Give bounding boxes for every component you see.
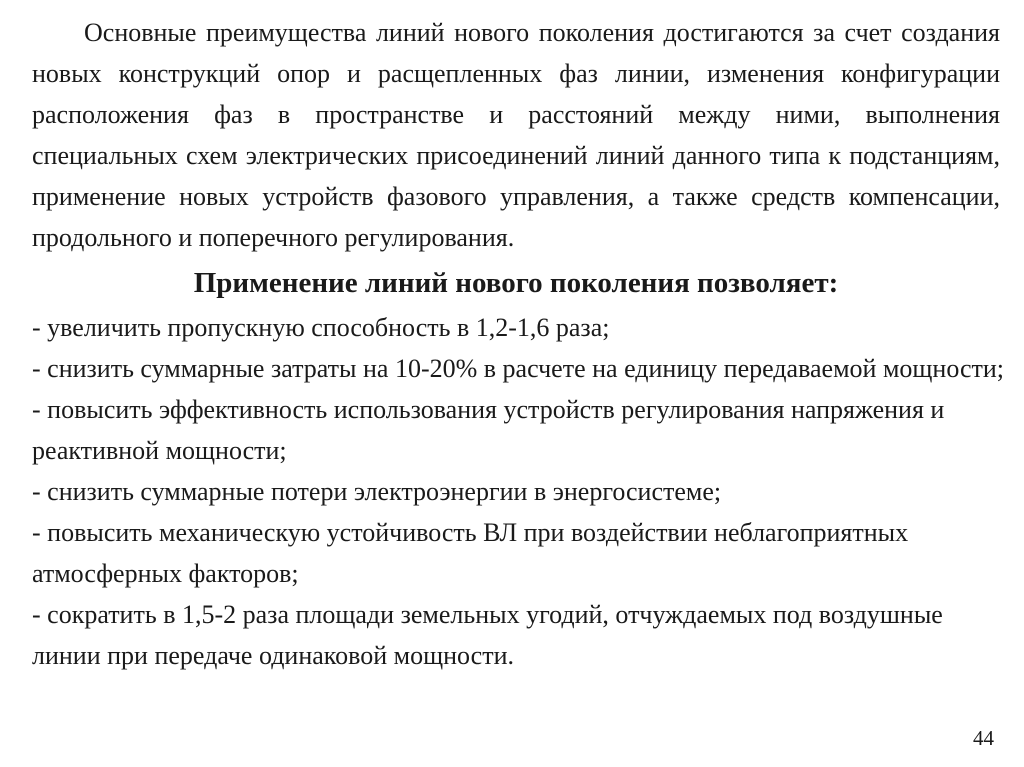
benefits-list	[32, 307, 1012, 676]
list-item: - увеличить пропускную способность в 1,2-1,6 раза;	[32, 313, 610, 342]
list-item: - сократить в 1,5-2 раза площади земельных угодий, отчуждаемых под воздушные линии при передаче одинаковой мощности.	[32, 600, 943, 670]
list-item: - повысить механическую устойчивость ВЛ при воздействии неблагоприятных атмосферных факторов;	[32, 518, 909, 588]
section-heading: Применение линий нового поколения позволяет:	[193, 267, 839, 299]
list-item: - повысить эффективность использования устройств регулирования напряжения и реактивной мощности;	[32, 395, 945, 465]
intro-paragraph: Основные преимущества линий нового поколения достигаются за счет создания новых конструкций опор и расщепленных фаз линии, изменения конфигурации расположения фаз в пространстве и расстояний между ними, выполнения специальных схем электрических присоединений линий данного типа к подстанциям, применение новых устройств фазового управления, а также средств компенсации, продольного и поперечного регулирования.	[32, 18, 1000, 252]
list-item: - снизить суммарные затраты на 10-20% в расчете на единицу передаваемой мощности;	[32, 354, 1005, 383]
list-item: - снизить суммарные потери электроэнергии в энергосистеме;	[32, 477, 722, 506]
page-number: 44	[973, 726, 994, 750]
